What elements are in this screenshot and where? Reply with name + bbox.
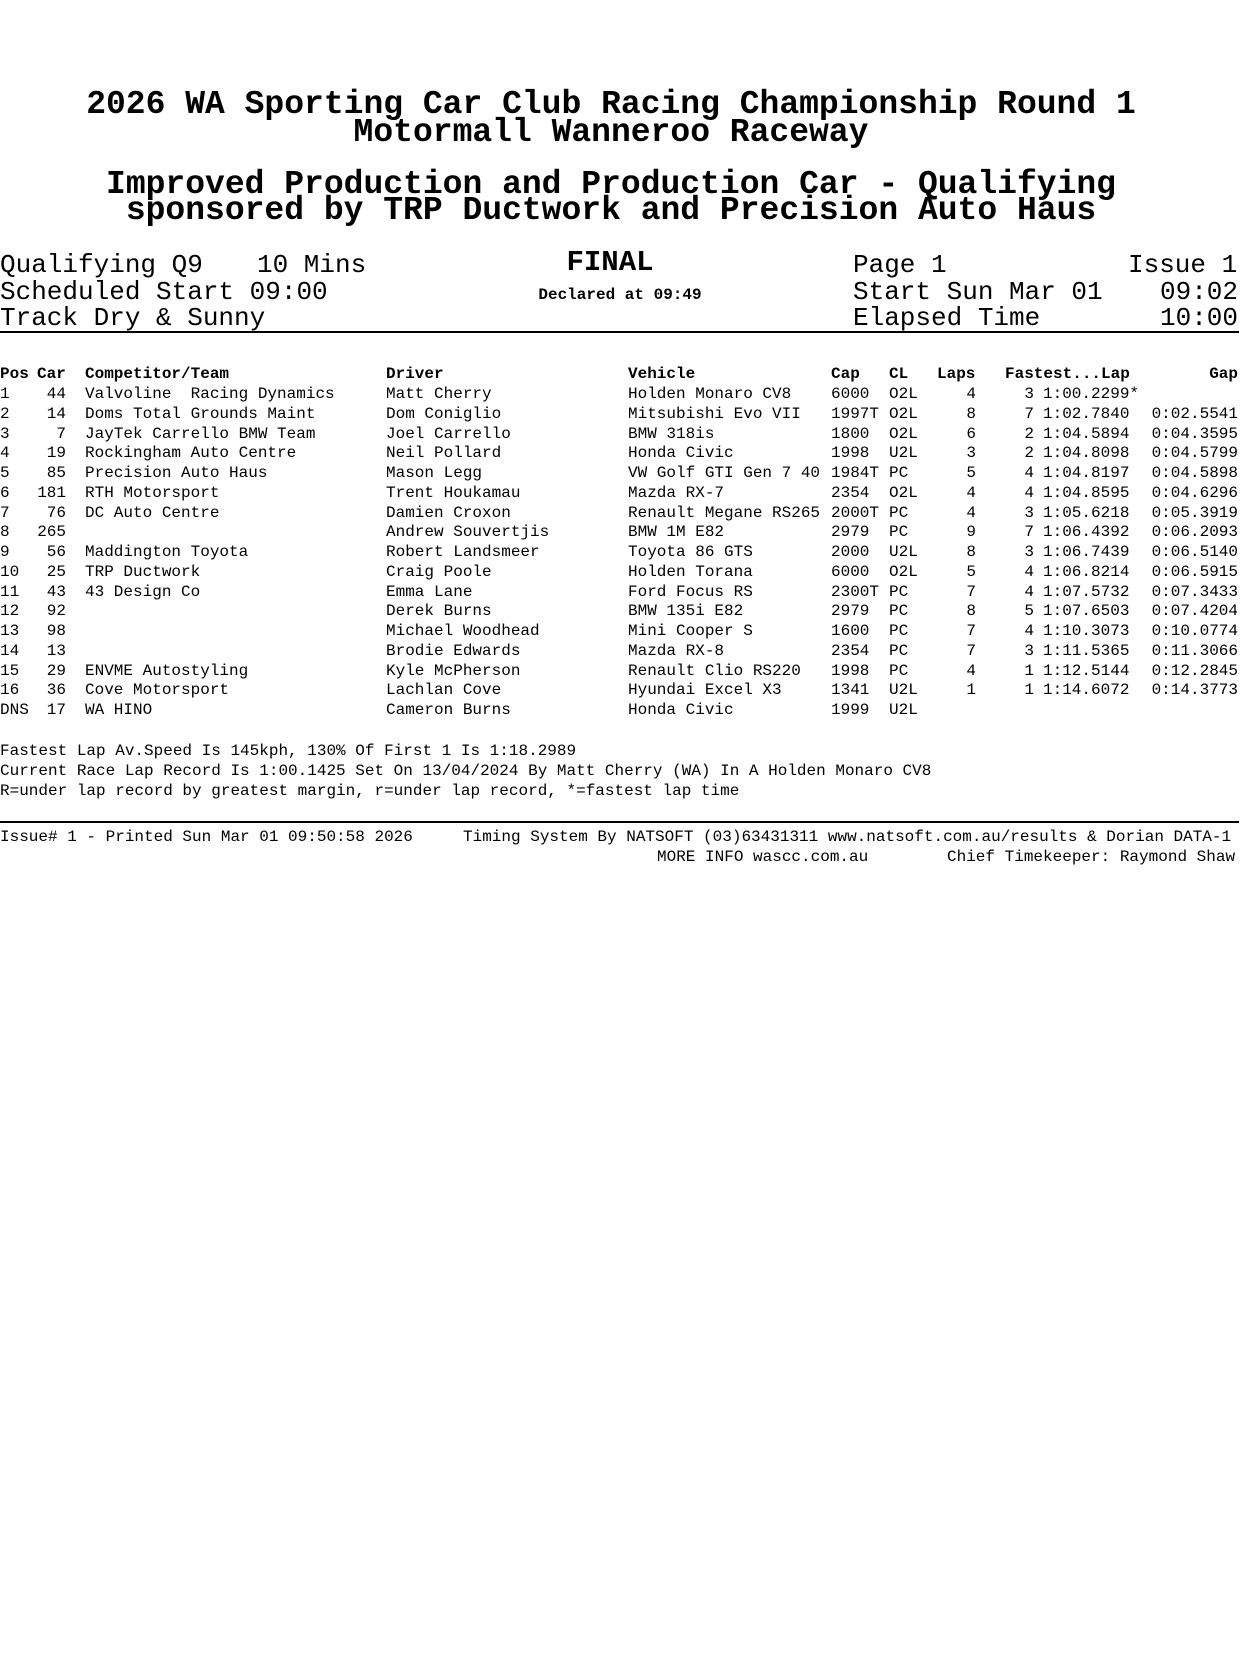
timing-system-info: Timing System By NATSOFT (03)63431311 www.natsoft.com.au/results & Dorian DATA-1 xyxy=(463,828,1232,846)
cell-team: Precision Auto Haus xyxy=(85,464,268,482)
scheduled-start: Scheduled Start 09:00 xyxy=(0,277,328,307)
cell-laps: 1 xyxy=(966,681,976,700)
cell-cap: 2000T xyxy=(831,503,880,522)
cell-fastest-time: 1:04.5894 xyxy=(1043,424,1130,443)
cell-car: 7 xyxy=(56,424,66,443)
cell-laps: 4 xyxy=(966,385,976,403)
cell-cap: 1998 xyxy=(831,661,870,680)
cell-driver: Emma Lane xyxy=(386,582,473,601)
cell-gap: 0:02.5541 xyxy=(1151,404,1238,423)
cell-pos: 14 xyxy=(0,641,20,660)
cell-team: JayTek Carrello BMW Team xyxy=(85,424,316,443)
cell-laps: 7 xyxy=(966,641,976,660)
cell-vehicle: Ford Focus RS xyxy=(628,582,753,601)
cell-fastest-time: 1:04.8098 xyxy=(1043,444,1130,463)
cell-fastest-lap-number: 4 xyxy=(1024,562,1034,581)
table-row xyxy=(0,443,1239,463)
cell-fastest-time: 1:07.5732 xyxy=(1043,582,1130,601)
cell-laps: 7 xyxy=(966,582,976,601)
cell-laps: 8 xyxy=(966,543,976,561)
final-status: FINAL xyxy=(566,246,654,279)
cell-car: 44 xyxy=(46,385,66,403)
cell-fastest-time: 1:12.5144 xyxy=(1043,661,1130,680)
cell-cl: PC xyxy=(889,503,909,522)
cell-cl: U2L xyxy=(889,681,918,700)
cell-fastest-lap-number: 4 xyxy=(1024,464,1034,482)
cell-gap: 0:04.5799 xyxy=(1151,444,1238,463)
cell-fastest-lap-number: 3 xyxy=(1024,503,1034,522)
table-row xyxy=(0,404,1239,424)
cell-car: 56 xyxy=(46,543,66,561)
cell-driver: Matt Cherry xyxy=(386,385,492,403)
cell-team: TRP Ductwork xyxy=(85,562,201,581)
col-car: Car xyxy=(37,365,66,383)
header-rule xyxy=(0,331,1239,333)
cell-gap: 0:04.6296 xyxy=(1151,483,1238,502)
cell-car: 43 xyxy=(46,582,66,601)
cell-driver: Brodie Edwards xyxy=(386,641,521,660)
cell-driver: Craig Poole xyxy=(386,562,492,581)
cell-team: RTH Motorsport xyxy=(85,483,220,502)
page-number: Page 1 xyxy=(853,250,947,280)
cell-pos: 11 xyxy=(0,582,20,601)
cell-laps: 4 xyxy=(966,483,976,502)
table-row xyxy=(0,483,1239,503)
cell-laps: 4 xyxy=(966,661,976,680)
cell-team: Cove Motorsport xyxy=(85,681,230,700)
cell-car: 29 xyxy=(46,661,66,680)
table-row xyxy=(0,601,1239,621)
cell-pos: 12 xyxy=(0,602,20,621)
cell-cl: PC xyxy=(889,602,909,621)
cell-gap: 0:04.5898 xyxy=(1151,464,1238,482)
table-row xyxy=(0,700,1239,720)
cell-driver: Andrew Souvertjis xyxy=(386,523,550,542)
cell-cl: PC xyxy=(889,523,909,542)
cell-team: Valvoline Racing Dynamics xyxy=(85,385,335,403)
cell-cap: 1800 xyxy=(831,424,870,443)
cell-gap: 0:14.3773 xyxy=(1151,681,1238,700)
col-pos: Pos xyxy=(0,365,29,383)
cell-cl: O2L xyxy=(889,404,918,423)
cell-cap: 1998 xyxy=(831,444,870,463)
cell-car: 181 xyxy=(37,483,66,502)
cell-cap: 1997T xyxy=(831,404,880,423)
cell-laps: 7 xyxy=(966,622,976,640)
table-row xyxy=(0,424,1239,444)
cell-car: 76 xyxy=(46,503,66,522)
cell-pos: 16 xyxy=(0,681,20,700)
cell-fastest-time: 1:05.6218 xyxy=(1043,503,1130,522)
cell-pos: 7 xyxy=(0,503,10,522)
table-row xyxy=(0,542,1239,562)
cell-fastest-lap-number: 4 xyxy=(1024,622,1034,640)
cell-gap: 0:06.2093 xyxy=(1151,523,1238,542)
cell-fastest-time: 1:02.7840 xyxy=(1043,404,1130,423)
cell-cap: 2979 xyxy=(831,523,870,542)
sponsor-title: sponsored by TRP Ductwork and Precision Auto Haus xyxy=(125,192,1097,229)
cell-car: 265 xyxy=(37,523,66,542)
cell-laps: 5 xyxy=(966,562,976,581)
cell-vehicle: Mitsubishi Evo VII xyxy=(628,404,801,423)
cell-pos: 10 xyxy=(0,562,20,581)
cell-pos: DNS xyxy=(0,701,29,719)
cell-driver: Lachlan Cove xyxy=(386,681,502,700)
cell-fastest-lap-number: 7 xyxy=(1024,523,1034,542)
cell-fastest-lap-number: 5 xyxy=(1024,602,1034,621)
cell-fastest-lap-number: 3 xyxy=(1024,543,1034,561)
cell-fastest-time: 1:06.8214 xyxy=(1043,562,1130,581)
col-team: Competitor/Team xyxy=(85,365,230,383)
cell-vehicle: VW Golf GTI Gen 7 40 xyxy=(628,464,821,482)
cell-driver: Neil Pollard xyxy=(386,444,502,463)
cell-gap: 0:07.4204 xyxy=(1151,602,1238,621)
printed-info: Issue# 1 - Printed Sun Mar 01 09:50:58 2026 xyxy=(0,828,413,846)
cell-vehicle: Renault Megane RS265 xyxy=(628,503,821,522)
cell-gap: 0:12.2845 xyxy=(1151,661,1238,680)
table-row xyxy=(0,522,1239,542)
table-row xyxy=(0,582,1239,602)
table-row xyxy=(0,503,1239,523)
cell-gap: 0:06.5915 xyxy=(1151,562,1238,581)
table-row xyxy=(0,641,1239,661)
cell-cap: 2354 xyxy=(831,641,870,660)
cell-fastest-time: 1:04.8197 xyxy=(1043,464,1130,482)
elapsed-value: 10:00 xyxy=(1160,303,1239,333)
cell-gap: 0:10.0774 xyxy=(1151,622,1238,640)
cell-vehicle: Honda Civic xyxy=(628,444,734,463)
cell-pos: 13 xyxy=(0,622,20,640)
cell-vehicle: Holden Torana xyxy=(628,562,753,581)
cell-fastest-time: 1:11.5365 xyxy=(1043,641,1130,660)
cell-driver: Michael Woodhead xyxy=(386,622,540,640)
cell-cap: 1984T xyxy=(831,464,880,482)
col-laps: Laps xyxy=(937,365,976,383)
cell-gap: 0:11.3066 xyxy=(1151,641,1238,660)
col-driver: Driver xyxy=(386,365,444,383)
cell-driver: Trent Houkamau xyxy=(386,483,521,502)
cell-vehicle: Renault Clio RS220 xyxy=(628,661,801,680)
cell-vehicle: Honda Civic xyxy=(628,701,734,719)
cell-pos: 8 xyxy=(0,523,10,542)
event-title: Improved Production and Production Car - Qualifying xyxy=(106,166,1116,203)
cell-team: ENVME Autostyling xyxy=(85,661,249,680)
cell-vehicle: BMW 318is xyxy=(628,424,715,443)
cell-fastest-lap-number: 7 xyxy=(1024,404,1034,423)
cell-laps: 5 xyxy=(966,464,976,482)
cell-cl: PC xyxy=(889,622,909,640)
cell-cl: O2L xyxy=(889,385,918,403)
cell-laps: 6 xyxy=(966,424,976,443)
cell-cl: U2L xyxy=(889,444,918,463)
cell-cl: U2L xyxy=(889,543,918,561)
cell-cl: PC xyxy=(889,464,909,482)
cell-cl: O2L xyxy=(889,483,918,502)
cell-car: 14 xyxy=(46,404,66,423)
cell-fastest-lap-number: 1 xyxy=(1024,681,1034,700)
cell-laps: 8 xyxy=(966,404,976,423)
cell-cap: 2000 xyxy=(831,543,870,561)
cell-fastest-time: 1:06.7439 xyxy=(1043,543,1130,561)
track-condition: Track Dry & Sunny xyxy=(0,303,266,333)
cell-vehicle: Mazda RX-8 xyxy=(628,641,725,660)
cell-fastest-lap-number: 3 xyxy=(1024,385,1034,403)
cell-fastest-lap-number: 3 xyxy=(1024,641,1034,660)
cell-cl: O2L xyxy=(889,562,918,581)
cell-laps: 3 xyxy=(966,444,976,463)
cell-team: DC Auto Centre xyxy=(85,503,220,522)
cell-driver: Joel Carrello xyxy=(386,424,511,443)
cell-vehicle: Holden Monaro CV8 xyxy=(628,385,792,403)
session-duration: 10 Mins xyxy=(257,250,367,280)
cell-cap: 1600 xyxy=(831,622,870,640)
cell-driver: Robert Landsmeer xyxy=(386,543,540,561)
cell-laps: 8 xyxy=(966,602,976,621)
elapsed-label: Elapsed Time xyxy=(853,303,1041,333)
cell-car: 98 xyxy=(46,622,66,640)
footer-rule xyxy=(0,821,1239,823)
cell-fastest-time: 1:00.2299* xyxy=(1043,385,1140,403)
start-time: 09:02 xyxy=(1160,277,1239,307)
cell-vehicle: Mini Cooper S xyxy=(628,622,753,640)
cell-car: 25 xyxy=(46,562,66,581)
table-row xyxy=(0,384,1239,404)
cell-fastest-lap-number: 4 xyxy=(1024,582,1034,601)
cell-team: Maddington Toyota xyxy=(85,543,249,561)
issue-number: Issue 1 xyxy=(1128,250,1238,280)
chief-timekeeper: Chief Timekeeper: Raymond Shaw xyxy=(947,848,1236,866)
cell-gap: 0:07.3433 xyxy=(1151,582,1238,601)
cell-driver: Cameron Burns xyxy=(386,701,511,719)
cell-vehicle: BMW 1M E82 xyxy=(628,523,725,542)
venue-title: Motormall Wanneroo Raceway xyxy=(353,114,869,151)
legend-note: R=under lap record by greatest margin, r=under lap record, *=fastest lap time xyxy=(0,782,740,800)
cell-vehicle: Mazda RX-7 xyxy=(628,483,725,502)
col-gap: Gap xyxy=(1209,365,1238,383)
cell-vehicle: Toyota 86 GTS xyxy=(628,543,753,561)
cell-cap: 2979 xyxy=(831,602,870,621)
cell-team: WA HINO xyxy=(85,701,153,719)
cell-cl: U2L xyxy=(889,701,918,719)
col-vehicle: Vehicle xyxy=(628,365,696,383)
cell-fastest-time: 1:07.6503 xyxy=(1043,602,1130,621)
cell-cap: 2354 xyxy=(831,483,870,502)
cell-gap: 0:06.5140 xyxy=(1151,543,1238,561)
cell-cap: 2300T xyxy=(831,582,880,601)
more-info: MORE INFO wascc.com.au xyxy=(657,848,869,866)
cell-laps: 9 xyxy=(966,523,976,542)
cell-car: 92 xyxy=(46,602,66,621)
cell-cap: 1341 xyxy=(831,681,870,700)
cell-pos: 15 xyxy=(0,661,20,680)
cell-pos: 1 xyxy=(0,385,10,403)
cell-laps: 4 xyxy=(966,503,976,522)
cell-pos: 6 xyxy=(0,483,10,502)
cell-driver: Damien Croxon xyxy=(386,503,511,522)
cell-cap: 1999 xyxy=(831,701,870,719)
cell-driver: Kyle McPherson xyxy=(386,661,521,680)
table-row xyxy=(0,562,1239,582)
cell-fastest-lap-number: 2 xyxy=(1024,444,1034,463)
col-cap: Cap xyxy=(831,365,860,383)
cell-car: 85 xyxy=(46,464,66,482)
cell-gap: 0:04.3595 xyxy=(1151,424,1238,443)
cell-pos: 2 xyxy=(0,404,10,423)
start-date: Start Sun Mar 01 xyxy=(853,277,1103,307)
cell-fastest-time: 1:10.3073 xyxy=(1043,622,1130,640)
cell-gap: 0:05.3919 xyxy=(1151,503,1238,522)
cell-driver: Dom Coniglio xyxy=(386,404,502,423)
cell-cap: 6000 xyxy=(831,385,870,403)
cell-driver: Derek Burns xyxy=(386,602,492,621)
cell-vehicle: Hyundai Excel X3 xyxy=(628,681,782,700)
cell-cl: O2L xyxy=(889,424,918,443)
table-row xyxy=(0,661,1239,681)
cell-cl: PC xyxy=(889,661,909,680)
cell-fastest-time: 1:06.4392 xyxy=(1043,523,1130,542)
cell-team: 43 Design Co xyxy=(85,582,201,601)
cell-fastest-lap-number: 4 xyxy=(1024,483,1034,502)
col-cl: CL xyxy=(889,365,909,383)
session-name: Qualifying Q9 xyxy=(0,250,203,280)
cell-vehicle: BMW 135i E82 xyxy=(628,602,744,621)
cell-fastest-lap-number: 1 xyxy=(1024,661,1034,680)
cell-cap: 6000 xyxy=(831,562,870,581)
cell-cl: PC xyxy=(889,641,909,660)
cell-fastest-lap-number: 2 xyxy=(1024,424,1034,443)
fastest-speed-note: Fastest Lap Av.Speed Is 145kph, 130% Of First 1 Is 1:18.2989 xyxy=(0,742,577,760)
lap-record-note: Current Race Lap Record Is 1:00.1425 Set On 13/04/2024 By Matt Cherry (WA) In A Holden Monaro CV8 xyxy=(0,762,932,780)
cell-pos: 3 xyxy=(0,424,10,443)
cell-car: 19 xyxy=(46,444,66,463)
declared-time: Declared at 09:49 xyxy=(538,286,702,304)
cell-team: Rockingham Auto Centre xyxy=(85,444,297,463)
cell-pos: 4 xyxy=(0,444,10,463)
cell-team: Doms Total Grounds Maint xyxy=(85,404,316,423)
cell-car: 13 xyxy=(46,641,66,660)
table-row xyxy=(0,463,1239,483)
cell-car: 36 xyxy=(46,681,66,700)
cell-fastest-time: 1:14.6072 xyxy=(1043,681,1130,700)
cell-car: 17 xyxy=(46,701,66,719)
table-header xyxy=(0,364,1239,384)
cell-pos: 5 xyxy=(0,464,10,482)
cell-cl: PC xyxy=(889,582,909,601)
cell-fastest-time: 1:04.8595 xyxy=(1043,483,1130,502)
col-fastest: Fastest...Lap xyxy=(1005,365,1130,383)
cell-pos: 9 xyxy=(0,543,10,561)
cell-driver: Mason Legg xyxy=(386,464,483,482)
championship-title: 2026 WA Sporting Car Club Racing Championship Round 1 xyxy=(86,86,1136,123)
table-row xyxy=(0,680,1239,700)
table-row xyxy=(0,621,1239,641)
